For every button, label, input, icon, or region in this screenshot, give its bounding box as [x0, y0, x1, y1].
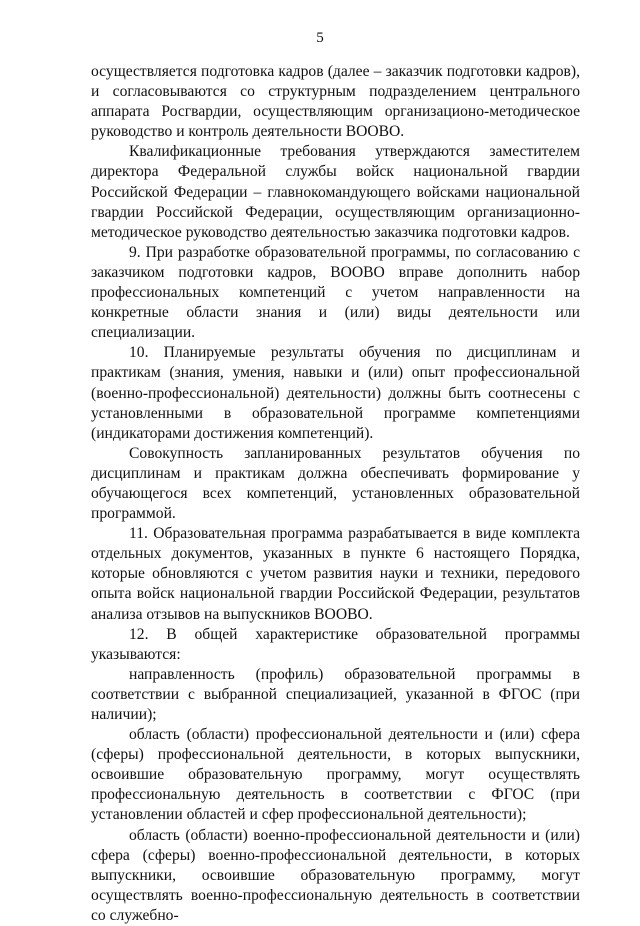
- paragraph-item-11: 11. Образовательная программа разрабатывается в виде комплекта отдельных документов, указанных в пункте 6 настоящего Порядка, которые обновляются с учетом развития науки и техники, передового опыта войск национальной гвардии Российской Федерации, результатов анализа отзывов на выпускников ВООВО.: [91, 525, 580, 623]
- list-item-military-professional-area: область (области) военно-профессиональной деятельности и (или) сфера (сферы) военно-профессиональной деятельности, в которых выпускники, освоившие образовательную программу, могут осуществлять военно-профессиональную деятельность в соответствии со служебно-: [91, 826, 580, 924]
- body-text: [91, 62, 580, 926]
- paragraph-item-12: 12. В общей характеристике образовательной программы указываются:: [91, 625, 580, 663]
- list-item-professional-area: область (области) профессиональной деятельности и (или) сфера (сферы) профессиональной деятельности, в которых выпускники, освоившие образовательную программу, могут осуществлять профессиональную деятельность в соответствии с ФГОС (при установлении областей и сфер профессиональной деятельности);: [91, 726, 580, 824]
- paragraph-item-9: 9. При разработке образовательной программы, по согласованию с заказчиком подготовки кадров, ВООВО вправе дополнить набор профессиональных компетенций с учетом направленности на конкретные области знания и (или) виды деятельности или специализации.: [91, 243, 580, 342]
- page-number: 5: [316, 30, 324, 46]
- list-item-focus-profile: направленность (профиль) образовательной программы в соответствии с выбранной специализацией, указанной в ФГОС (при наличии);: [91, 665, 580, 723]
- paragraph-learning-outcomes: Совокупность запланированных результатов обучения по дисциплинам и практикам должна обеспечивать формирование у обучающегося всех компетенций, установленных образовательной программой.: [91, 444, 580, 523]
- paragraph-item-10: 10. Планируемые результаты обучения по дисциплинам и практикам (знания, умения, навыки и (или) опыт профессиональной (военно-профессиональной) деятельности) должны быть соотнесены с установленными в образовательной программе компетенциями (индикаторами достижения компетенций).: [91, 344, 580, 442]
- paragraph-continuation: осуществляется подготовка кадров (далее – заказчик подготовки кадров), и согласовываются со структурным подразделением центрального аппарата Росгвардии, осуществляющим организационо-методическое руководство и контроль деятельности ВООВО.: [91, 63, 580, 141]
- paragraph-qualification-requirements: Квалификационные требования утверждаются заместителем директора Федеральной службы войск национальной гвардии Российской Федерации – главнокомандующего войсками национальной гвардии Российской Федерации, осуществляющим организационно-методическое руководство деятельностью заказчика подготовки кадров.: [91, 143, 580, 241]
